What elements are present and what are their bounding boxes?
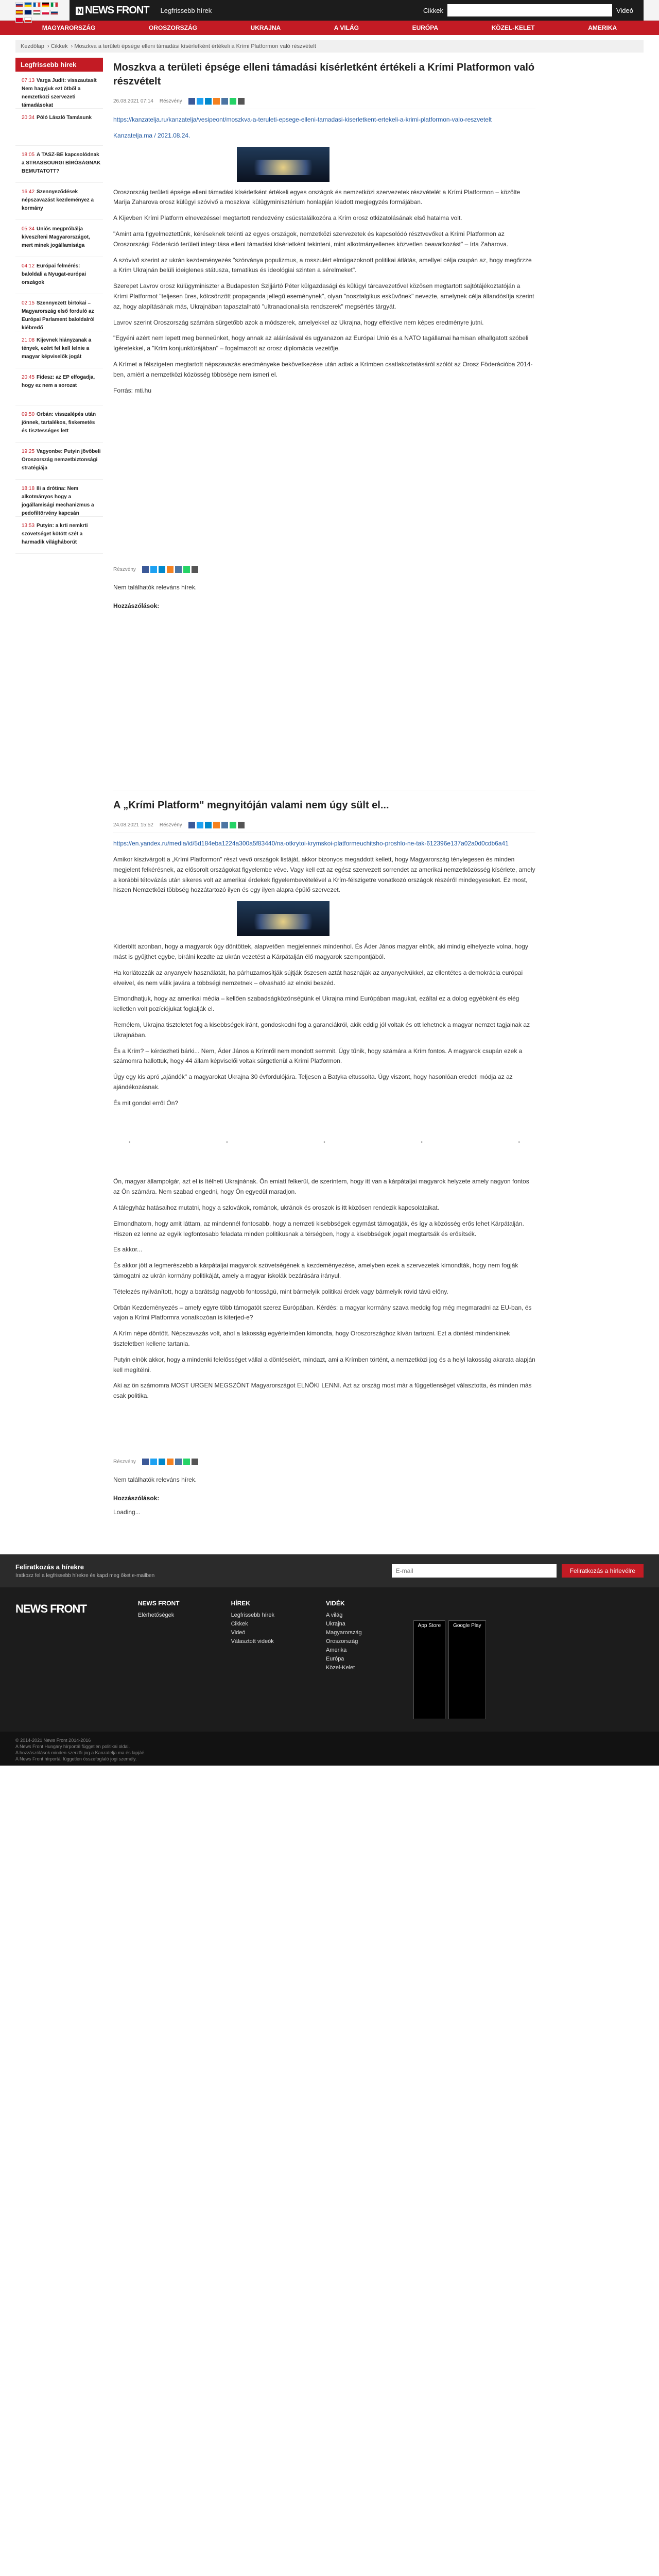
source-date[interactable]: Kanzatelja.ma / 2021.08.24. xyxy=(113,131,190,139)
article-paragraph: Úgy egy kis apró „ajándék" a magyarokat Ukrajna 30 évfordulójára. Teljesen a Batyka eltussolta. Úgy viszont, hogy hasonlóan eredeti módja az az ajándékozásnak. xyxy=(113,1073,513,1091)
footer-link[interactable]: Oroszország xyxy=(325,1638,358,1645)
telegram-icon[interactable] xyxy=(205,822,212,828)
sidebar-news-item[interactable] xyxy=(15,220,103,257)
article-paragraph: Putyin elnök akkor, hogy a mindenki felelősséget vállal a döntéseiért, mindazt, ami a Krímben történt, a nemzetközi jog és a helyi lakosság akarata alapján kell megítélni. xyxy=(113,1355,535,1374)
sidebar-news-item[interactable] xyxy=(15,183,103,220)
whatsapp-icon[interactable] xyxy=(230,822,236,828)
news-headline[interactable]: Fidesz: az EP elfogadja, hogy ez nem a sorozat xyxy=(22,375,95,388)
footer-link[interactable]: Elérhetőségek xyxy=(137,1612,175,1618)
sidebar-news-item[interactable] xyxy=(15,331,103,368)
sidebar-news-item[interactable] xyxy=(15,405,103,443)
article-title: Moszkva a területi épsége elleni támadási kísérletként értékeli a Krími Platformon való részvételt xyxy=(113,62,535,87)
footer-link[interactable]: Közel-Kelet xyxy=(325,1664,355,1671)
article-share-bottom xyxy=(113,566,535,577)
nav-item[interactable]: UKRAJNA xyxy=(250,24,281,31)
top-header xyxy=(0,0,659,21)
video-link[interactable]: Videó xyxy=(616,6,633,14)
sidebar-news-item[interactable] xyxy=(15,368,103,405)
news-headline[interactable]: Orbán: visszalépés után jönnek, tartalékos, fiskemetés és tisztességes lett xyxy=(22,412,96,434)
facebook-icon[interactable] xyxy=(188,822,195,828)
article-paragraph: És a Krím? – kérdezheti bárki... Nem, Áder János a Krímről nem mondott semmit. Úgy tűnik, hogy számára a Krím fontos. A magyarok csupán ezek a számomra hallottuk, hogy 44 állam képviselői voltak sürgetlenül a Krími Platformon. xyxy=(113,1047,523,1065)
vk-icon[interactable] xyxy=(221,822,228,828)
news-time: 04:12 xyxy=(22,263,35,269)
app-store-button[interactable]: App Store xyxy=(413,1620,445,1719)
email-field[interactable] xyxy=(392,1564,557,1578)
share-buttons xyxy=(188,98,245,105)
article-paragraph: Oroszország területi épsége elleni támadási kísérletként értékeli egyes országok és nemzetközi szervezetek részvételét a Krími Platformon – közölte Marija Zaharova orosz külügyi szóvivő a moszkvai külügyminisztérium honlapján kiadott megjegyzés formájában. xyxy=(113,188,521,206)
article-paragraph: Lavrov szerint Oroszország számára sürgetőbb azok a módszerek, amelyekkel az Ukrajna, hogy effektíve nem képes eredményre jutni. xyxy=(113,318,484,326)
breadcrumb: Kezdőlap › Cikkek › Moszkva a területi épsége elleni támadási kísérletként értékeli a Krími Platformon való részvételt xyxy=(15,40,644,53)
news-headline[interactable]: A TASZ-BE kapcsolódnak a STRASBOURGI BÍRÓSÁGNAK BEMUTATOTT? xyxy=(22,152,101,174)
news-time: 18:18 xyxy=(22,486,35,492)
article-paragraph: A Kijevben Krími Platform elnevezéssel megtartott rendezvény csúcstalálkozóra a Krím orosz otkizatolásának első hatalma volt. xyxy=(113,214,462,222)
footer-column-title: VIDÉK xyxy=(325,1599,345,1607)
nav-item[interactable]: MAGYARORSZÁG xyxy=(42,24,96,31)
no-related-text: Nem találhatók releváns hírek. xyxy=(113,584,197,591)
share-label: Részvény xyxy=(159,822,182,828)
flag-icon[interactable] xyxy=(50,10,58,15)
news-headline[interactable]: Szennyeződések népszavazást kezdeményez a kormány xyxy=(22,189,94,211)
google-play-button[interactable]: Google Play xyxy=(448,1620,485,1719)
subscribe-subtitle: Iratkozz fel a legfrissebb hírekre és kapd meg őket e-mailben xyxy=(15,1572,155,1579)
breadcrumb-item[interactable]: Cikkek xyxy=(50,43,68,49)
whatsapp-icon[interactable] xyxy=(230,98,236,105)
article-paragraph: Aki az ön számomra MOST URGEN MEGSZÓNT Magyarországot ELNÖKI LENNI. Azt az ország most már a függetlenséget választotta, és minden más csak politika. xyxy=(113,1382,532,1400)
flag-icon[interactable] xyxy=(24,10,32,15)
news-time: 05:34 xyxy=(22,226,35,232)
copyright-line: A News Front Hungary hírportál független politikai oldal. xyxy=(15,1743,130,1749)
vk-icon[interactable] xyxy=(175,1459,182,1465)
news-headline[interactable]: Kijevnek hiányzanak a tények, ezért fel kell lelnie a magyar képviselők jogát xyxy=(22,337,92,360)
article xyxy=(113,61,535,790)
news-headline[interactable]: Ili a drótina: Nem alkotmányos hogy a jogállamisági mechanizmus a pedofiltörvény kapcsán xyxy=(22,486,94,516)
sidebar xyxy=(15,58,103,1544)
flag-icon[interactable] xyxy=(42,10,49,15)
article-paragraph: A szóvivő szerint az ukrán kezdeményezés "szórványa populizmus, a rosszulért elmúgazoknott politikai átlátás, amellyel célja csupán az, hogy megőrzze a Krím Ukrajnán belüli ideiglenes státusza, tematikus és ideológiai szinten a sérelmeket". xyxy=(113,256,532,274)
sidebar-news-item[interactable] xyxy=(15,72,103,109)
comments-heading: Hozzászólások: xyxy=(113,1494,160,1502)
article-image xyxy=(237,901,330,936)
footer-column-title: HÍREK xyxy=(231,1599,250,1607)
footer-link[interactable]: Amerika xyxy=(325,1647,347,1653)
app-store-links xyxy=(413,1620,486,1719)
article-paragraph: Amikor kiszivárgott a „Krími Platformon" részt vevő országok listáját, akkor bizonyos megaddott kellett, hogy Magyarország ténylegesen és minden megjelent felkérésnek, az elősorolt országokat figyelembe véve. Vagy kell ezt az egész szervezett sorrendet az amerikai nemzetközösség kísérlete, amely a korábbi tétovázás után sikeres volt az amerikai érdekek figyelembevételével a Krím-félszigetre vonatkozó országok részéről mindegyeseket. Ez most, hiszen Nemzetközi többség hozzátartozó ilyen és egy ilyen alapra épülő szervezet. xyxy=(113,855,535,894)
copyright-line: © 2014-2021 News Front 2014-2016 xyxy=(15,1737,91,1743)
nav-item[interactable]: KÖZEL-KELET xyxy=(491,24,535,31)
email-icon[interactable] xyxy=(192,1459,198,1465)
loading-text: Loading... xyxy=(113,1508,141,1516)
news-headline[interactable]: Uniós megpróbálja kiveszíteni Magyarországot, mert minek jogállamisága xyxy=(22,226,90,248)
share-label: Részvény xyxy=(113,567,136,573)
email-icon[interactable] xyxy=(238,822,245,828)
article-share-bottom xyxy=(113,1459,535,1469)
footer xyxy=(0,1587,659,1732)
article-paragraph: Ön, magyar állampolgár, azt el is ítélheti Ukrajnának. Ön emiatt felkerül, de szerintem, hogy itt van a kárpátaljai magyarok helyzete amely nagyon fontos az Ön számára. Nem szabad engedni, hogy Ön egyedül maradjon. xyxy=(113,1178,529,1196)
article-date: 24.08.2021 15:52 xyxy=(113,822,153,828)
footer-link[interactable]: A világ xyxy=(325,1612,343,1618)
copyright-line: A hozzászólások minden szerzői jog a Kanzatelja.ma és lapjáé. xyxy=(15,1750,146,1755)
sidebar-news-item[interactable] xyxy=(15,257,103,294)
source-link[interactable]: https://en.yandex.ru/media/id/5d184eba1224a300a5f83440/na-otkrytoi-krymskoi-platformeuchitsho-proshlo-ne-tak-612396e137a02a0d0cdb6a41 xyxy=(113,840,509,848)
nav-item[interactable]: AMERIKA xyxy=(588,24,617,31)
footer-link[interactable]: Cikkek xyxy=(231,1620,248,1627)
latest-news-link[interactable]: Legfrissebb hírek xyxy=(160,6,212,14)
article xyxy=(113,790,535,1544)
email-icon[interactable] xyxy=(192,566,198,573)
ok-icon[interactable] xyxy=(167,1459,174,1465)
flag-icon[interactable] xyxy=(33,2,41,7)
flag-icon[interactable] xyxy=(42,2,49,7)
footer-link[interactable]: Legfrissebb hírek xyxy=(231,1612,274,1618)
top-bar xyxy=(70,0,644,21)
sidebar-news-item[interactable] xyxy=(15,443,103,480)
twitter-icon[interactable] xyxy=(150,1459,157,1465)
news-time: 20:34 xyxy=(22,115,35,121)
ok-icon[interactable] xyxy=(167,566,174,573)
news-time: 16:42 xyxy=(22,189,35,195)
news-time: 07:13 xyxy=(22,78,35,83)
twitter-icon[interactable] xyxy=(197,822,203,828)
flag-icon[interactable] xyxy=(15,18,23,23)
share-label: Részvény xyxy=(113,1459,136,1465)
breadcrumb-item[interactable]: Kezdőlap xyxy=(21,43,44,49)
flag-icon[interactable] xyxy=(33,10,41,15)
copyright xyxy=(0,1732,659,1766)
flag-icon[interactable] xyxy=(15,2,23,7)
footer-column-title: NEWS FRONT xyxy=(137,1599,180,1607)
article-paragraph: Kideröltt azonban, hogy a magyarok úgy döntöttek, alapvetően megjelennek mindenhol. És Áder János magyar elnök, aki mindig elhelyezte volna, hogy mást is gyűjthet egybe, bírálni kezdte az ukrán vezetést a Kárpátalján élő magyarok szempontjából. xyxy=(113,943,528,960)
flag-icon[interactable] xyxy=(50,2,58,7)
news-time: 09:50 xyxy=(22,412,35,417)
whatsapp-icon[interactable] xyxy=(183,1459,190,1465)
footer-link[interactable]: Ukrajna xyxy=(325,1620,345,1627)
vk-icon[interactable] xyxy=(221,98,228,105)
article-paragraph: Tételezés nyilvánított, hogy a barátság nagyobb fontosságú, mint bármelyik politikai érdek vagy bármelyik rövid távú előny. xyxy=(113,1287,448,1295)
article-paragraph: Elmondhatom, hogy amit láttam, az mindennél fontosabb, hogy a nemzeti kisebbségek egymást támogatják, és így a közösség erős lehet Kárpátalján. Hiszen ez lenne az egyik legfontosabb feladata minden politikusnak a térségben, hogy a kisebbségek jogait megtartsák és erősítsék. xyxy=(113,1219,524,1238)
search-input[interactable] xyxy=(447,4,612,16)
subscribe-bar xyxy=(0,1554,659,1587)
whatsapp-icon[interactable] xyxy=(183,566,190,573)
main-column xyxy=(113,58,535,1544)
no-related-text: Nem találhatók releváns hírek. xyxy=(113,1476,197,1484)
news-time: 20:45 xyxy=(22,375,35,380)
news-time: 02:15 xyxy=(22,300,35,306)
news-time: 13:53 xyxy=(22,523,35,529)
footer-link[interactable]: Videó xyxy=(231,1629,246,1636)
ok-icon[interactable] xyxy=(213,822,220,828)
footer-link[interactable]: Európa xyxy=(325,1655,344,1662)
news-headline[interactable]: Vagyonbe: Putyin jövőbeli Oroszország nemzetbiztonsági stratégiája xyxy=(22,449,101,471)
subscribe-title: Feliratkozás a hírekre xyxy=(15,1563,84,1571)
article-paragraph: És mit gondol erről Ön? xyxy=(113,1099,179,1107)
flag-icon[interactable] xyxy=(24,2,32,7)
copyright-line: A News Front hírportál független összefoglaló jogi személy. xyxy=(15,1756,137,1761)
share-label: Részvény xyxy=(159,98,182,104)
telegram-icon[interactable] xyxy=(205,98,212,105)
article-date: 26.08.2021 07:14 xyxy=(113,98,153,104)
news-time: 19:25 xyxy=(22,449,35,454)
search-label: Cikkek xyxy=(423,6,443,14)
footer-logo[interactable]: NEWS FRONT xyxy=(15,1602,86,1615)
article-paragraph: A tálegyház hatásaihoz mutatni, hogy a szlovákok, románok, ukránok és oroszok is itt közösen rendezik kapcsolataikat. xyxy=(113,1204,439,1212)
breadcrumb-item: Moszkva a területi épsége elleni támadási kísérletként értékeli a Krími Platformon való részvételt xyxy=(74,43,316,49)
article-image xyxy=(237,147,330,182)
email-icon[interactable] xyxy=(238,98,245,105)
site-logo[interactable]: N NEWS FRONT xyxy=(70,5,155,16)
article-title: A „Krími Platform" megnyitóján valami nem úgy sült el... xyxy=(113,800,389,811)
news-headline[interactable]: Szennyezett birtokai – Magyarország első forduló az Európai Parlament baloldalról kiébredő xyxy=(22,300,95,331)
facebook-icon[interactable] xyxy=(188,98,195,105)
article-paragraph: Ha korlátozzák az anyanyelv használatát, ha párhuzamosítják sújtják őszesen aztát hasznáják az anyanyelvükkel, az ellentétes a demokrácia európai elveivel, és nem válik javára a többségi nemzetnek – olvasható az elnöki beszéd. xyxy=(113,969,523,987)
content-wrap xyxy=(0,58,659,1544)
ad-grid: • • • • • xyxy=(129,1140,520,1146)
article-paragraph: Orbán Kezdeményezés – amely egyre több támogatót szerez Európában. Kérdés: a magyar kormány szava meddig fog még megmaradni az EU-ban, és vajon a Krími Platformra vonatkozóan is kiterjed-e? xyxy=(113,1303,532,1321)
article-paragraph: "Egyéni azért nem lepett meg benneünket, hogy annak az aláírásával és ugyanazon az Európai Unió és a NATO tagállamai hamisan elhallgatott szóbeli ígéretekkel, a "Krím konjunktúrájában" – fogalmazott az orosz diplomácia vezetője. xyxy=(113,334,529,352)
search-area xyxy=(423,4,644,16)
news-headline[interactable]: Európai felmérés: baloldali a Nyugat-európai országok xyxy=(22,263,86,285)
source-credit[interactable]: Forrás: mti.hu xyxy=(113,386,152,394)
language-flags xyxy=(15,2,67,25)
facebook-icon[interactable] xyxy=(142,566,149,573)
article-paragraph: "Amint arra figyelmeztettünk, kéréseknek tekinti az egyes országok, nemzetközi szervezetek és kapcsolódó résztvevőket a Krími Platformon az Oroszországi Föderáció területi integritása elleni támadási kísérletként tekinteni, mint alkotmányellenes közvetlen beavatkozást" – írta Zaharova. xyxy=(113,230,509,248)
news-headline[interactable]: Varga Judit: visszautasít Nem hagyjuk ezt ötből a nemzetközi szervezeti támadásokat xyxy=(22,78,97,108)
article-paragraph: Remélem, Ukrajna tiszteletet fog a kisebbségek iránt, gondoskodni fog a garanciákról, akik eddig jól voltak és ott lehetnek a magyar nemzet tagjainak az Ukrajnában. xyxy=(113,1021,530,1039)
nav-item[interactable]: EURÓPA xyxy=(412,24,439,31)
footer-link[interactable]: Magyarország xyxy=(325,1629,362,1636)
news-headline[interactable]: Póló László Tamásunk xyxy=(37,115,92,121)
source-link[interactable]: https://kanzatelja.ru/kanzatelja/vesipeont/moszkva-a-teruleti-epsege-elleni-tamadasi-kiserletkent-ertekeli-a-krimi-platformon-valo-reszvetelt xyxy=(113,116,492,123)
twitter-icon[interactable] xyxy=(150,566,157,573)
telegram-icon[interactable] xyxy=(159,1459,165,1465)
sidebar-news-item[interactable] xyxy=(15,517,103,554)
footer-column xyxy=(326,1600,362,1719)
ok-icon[interactable] xyxy=(213,98,220,105)
article-paragraph: Elmondhatjuk, hogy az amerikai média – kellően szabadságközönségünk el Ukrajna mind Európában magukat, ezáltal ez a dolog egyébként és elég kelletlen volt pozíciójukat foglalják el. xyxy=(113,995,519,1013)
article-paragraph: A Krímet a félszigeten megtartott népszavazás eredményeke bekövetkezése után adtak a Krímben csatlakoztatásáról szólót az Orosz Föderációba 2014-ben, amiért a nemzetközi közösség többsége nem ismeri el. xyxy=(113,360,533,378)
telegram-icon[interactable] xyxy=(159,566,165,573)
sidebar-news-item[interactable] xyxy=(15,109,103,146)
nav-item[interactable]: A VILÁG xyxy=(334,24,359,31)
article-paragraph: Szerepet Lavrov orosz külügyminiszter a Budapesten Szijjártó Péter külgazdasági és külügyi tárcavezetővel közösen megtartott sajtótájékoztatóján a Krími Platformot "teljesen üres, kölcsönzött propaganda jellegű eseménynek", olyan "nosztalgikus esküvőnek" nevezte, amelynek célja állandósítja szerint az, hogy alapításának más, Ukrajnában tapasztalható "ultranacionalista rendszerek" megsértés tárgyát. xyxy=(113,282,534,310)
vk-icon[interactable] xyxy=(175,566,182,573)
sidebar-news-item[interactable] xyxy=(15,480,103,517)
footer-column xyxy=(231,1600,274,1719)
twitter-icon[interactable] xyxy=(197,98,203,105)
news-time: 21:08 xyxy=(22,337,35,343)
flag-icon[interactable] xyxy=(24,18,32,23)
article-paragraph: És akkor jött a legmerészebb a kárpátaljai magyarok szövetségének a kezdeményezése, amelyben ezek a szervezetek kimondták, hogy nem fogják támogatni az ukrán kormány politikáját, amely a magyar iskolák bezárására irányul. xyxy=(113,1262,518,1280)
nav-item[interactable]: OROSZORSZÁG xyxy=(148,24,197,31)
sidebar-news-item[interactable] xyxy=(15,294,103,331)
facebook-icon[interactable] xyxy=(142,1459,149,1465)
main-nav xyxy=(0,21,659,35)
sidebar-news-item[interactable] xyxy=(15,146,103,183)
article-meta xyxy=(113,98,535,109)
footer-column xyxy=(138,1600,180,1719)
article-paragraph: Es akkor... xyxy=(113,1246,143,1253)
news-headline[interactable]: Putyin: a krti nemkrti szövetséget kötött szét a harmadik világháborút xyxy=(22,523,88,545)
news-time: 18:05 xyxy=(22,152,35,158)
comments-heading: Hozzászólások: xyxy=(113,602,160,610)
flag-icon[interactable] xyxy=(15,10,23,15)
footer-link[interactable]: Választott videók xyxy=(231,1638,274,1645)
article-meta xyxy=(113,822,535,833)
subscribe-button[interactable]: Feliratkozás a hírlevélre xyxy=(562,1564,644,1578)
article-paragraph: A Krím népe döntött. Népszavazás volt, ahol a lakosság egyértelműen kimondta, hogy Oroszországhoz kíván tartozni. Ezt a döntést mindenkinek tiszteletben kellene tartania. xyxy=(113,1330,510,1348)
right-column xyxy=(546,58,644,1544)
sidebar-title: Legfrissebb hírek xyxy=(15,58,103,72)
